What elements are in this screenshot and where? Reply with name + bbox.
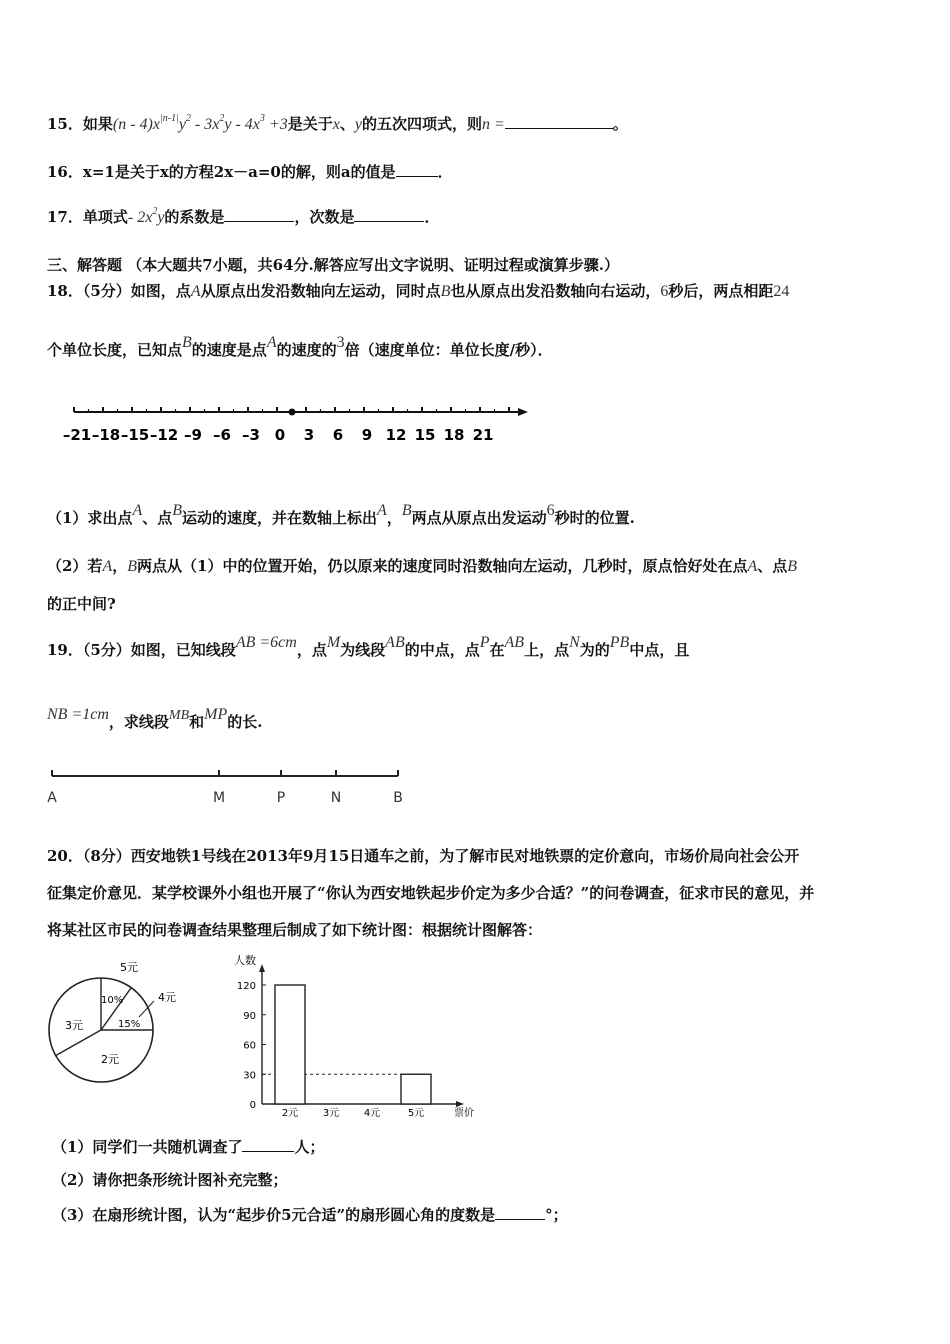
bar-ytick-label: 60 — [243, 1040, 256, 1052]
question-20-line3: 将某社区市民的问卷调查结果整理后制成了如下统计图：根据统计图解答： — [47, 921, 543, 939]
q17-monomial: - $2x^2y$ — [127, 206, 165, 226]
axis-tick-label: –18 — [91, 426, 121, 444]
question-19-line1: 19．（5分）如图，已知线段AB =6cm，点M为线段AB的中点，点P在AB上，点N为的PB中点，且 — [47, 634, 690, 659]
question-18-part2-end: 的正中间? — [47, 595, 116, 613]
axis-tick-label: –15 — [120, 426, 150, 444]
question-18-line2: 个单位长度，已知点B的速度是点A的速度的3倍（速度单位：单位长度/秒）． — [47, 334, 553, 359]
section-heading: 三、解答题 （本大题共7小题，共64分.解答应写出文字说明、证明过程或演算步骤.） — [47, 256, 619, 274]
question-17: 17．单项式- $2x^2y$的系数是 ，次数是 ． — [47, 206, 440, 226]
axis-tick-label: 18 — [443, 426, 465, 444]
bar-chart — [220, 950, 480, 1120]
question-20-sub1: （1）同学们一共随机调查了 人； — [52, 1138, 325, 1156]
axis-tick-label: 9 — [361, 426, 373, 444]
axis-tick-label: 0 — [274, 426, 286, 444]
bar-ytick-label: 120 — [236, 981, 256, 992]
number-line — [60, 398, 540, 448]
bar-category-label: 2元 — [281, 1108, 299, 1119]
question-16: 16．x=1是关于x的方程2x－a=0的解，则a的值是 ． — [47, 163, 453, 181]
axis-tick-label: –3 — [242, 426, 260, 444]
question-20-line2: 征集定价意见．某学校课外小组也开展了“你认为西安地铁起步价定为多少合适？”的问卷调查，征求市民的意见，并 — [47, 884, 815, 902]
axis-tick-label: –12 — [149, 426, 179, 444]
bar-ylabel: 人数 — [234, 954, 256, 967]
bar-ytick-label: 30 — [243, 1070, 256, 1082]
axis-tick-label: –9 — [184, 426, 202, 444]
question-20-sub2: （2）请你把条形统计图补充完整； — [52, 1171, 288, 1189]
origin-point — [289, 409, 296, 416]
question-18-line1: 18．（5分）如图，点A从原点出发沿数轴向左运动，同时点B也从原点出发沿数轴向右运动，6秒后，两点相距24 — [47, 282, 790, 300]
axis-tick-label: –21 — [62, 426, 92, 444]
question-19-line2: NB =1cm，求线段MB和MP的长. — [47, 706, 263, 731]
pie-label-5yuan: 5元 — [120, 961, 138, 974]
segment-point-label: A — [47, 790, 57, 806]
axis-tick-label: 15 — [414, 426, 436, 444]
answer-blank[interactable] — [242, 1137, 294, 1152]
pie-pct-5yuan: 10% — [101, 995, 124, 1006]
pie-chart — [40, 955, 190, 1105]
question-18-part1: （1）求出点A、点B运动的速度，并在数轴上标出A，B两点从原点出发运动6秒时的位置. — [47, 502, 635, 527]
pie-label-4yuan: 4元 — [158, 991, 176, 1004]
pie-pct-4yuan: 15% — [118, 1019, 141, 1030]
question-15: 15．如果$(n - 4)x^{|n-1|}y^2 - 3x^2y - 4x^3 +3$是关于x、y的五次四项式，则n = 。 — [47, 113, 628, 133]
segment-point-label: P — [276, 790, 286, 806]
answer-blank[interactable] — [495, 1205, 545, 1220]
bar-category-label: 5元 — [407, 1108, 425, 1119]
question-20-sub3: （3）在扇形统计图，认为“起步价5元合适”的扇形圆心角的度数是 °； — [52, 1206, 568, 1224]
bar-xlabel: 票价 — [454, 1108, 474, 1119]
segment-figure — [44, 764, 414, 808]
answer-blank[interactable] — [396, 162, 438, 177]
answer-blank[interactable] — [354, 207, 424, 222]
bar-ytick-label: 90 — [243, 1010, 256, 1022]
pie-label-3yuan: 3元 — [65, 1019, 83, 1032]
answer-blank[interactable] — [224, 207, 294, 222]
bar-2元 — [275, 985, 305, 1104]
bar-category-label: 4元 — [363, 1108, 381, 1119]
axis-tick-label: –6 — [213, 426, 231, 444]
segment-point-label: B — [393, 790, 403, 806]
pie-slice-3yuan-edge — [55, 1030, 101, 1056]
question-18-part2: （2）若A，B两点从（1）中的位置开始，仍以原来的速度同时沿数轴向左运动，几秒时，原点恰好处在点A、点B — [47, 557, 798, 575]
question-20-line1: 20．（8分）西安地铁1号线在2013年9月15日通车之前，为了解市民对地铁票的定价意向，市场价局向社会公开 — [47, 847, 800, 865]
axis-tick-label: 12 — [385, 426, 407, 444]
pie-label-2yuan: 2元 — [101, 1053, 119, 1066]
axis-tick-label: 3 — [303, 426, 315, 444]
segment-point-label: N — [330, 790, 342, 806]
axis-tick-label: 6 — [332, 426, 344, 444]
answer-blank[interactable] — [505, 114, 613, 129]
bar-5元 — [401, 1074, 431, 1104]
bar-category-label: 3元 — [322, 1108, 340, 1119]
bar-ytick-label: 0 — [249, 1100, 256, 1111]
segment-point-label: M — [212, 790, 226, 806]
axis-tick-label: 21 — [472, 426, 494, 444]
q15-expression: $(n - 4)x^{|n-1|}y^2 - 3x^2y - 4x^3 +3$ — [112, 113, 288, 133]
